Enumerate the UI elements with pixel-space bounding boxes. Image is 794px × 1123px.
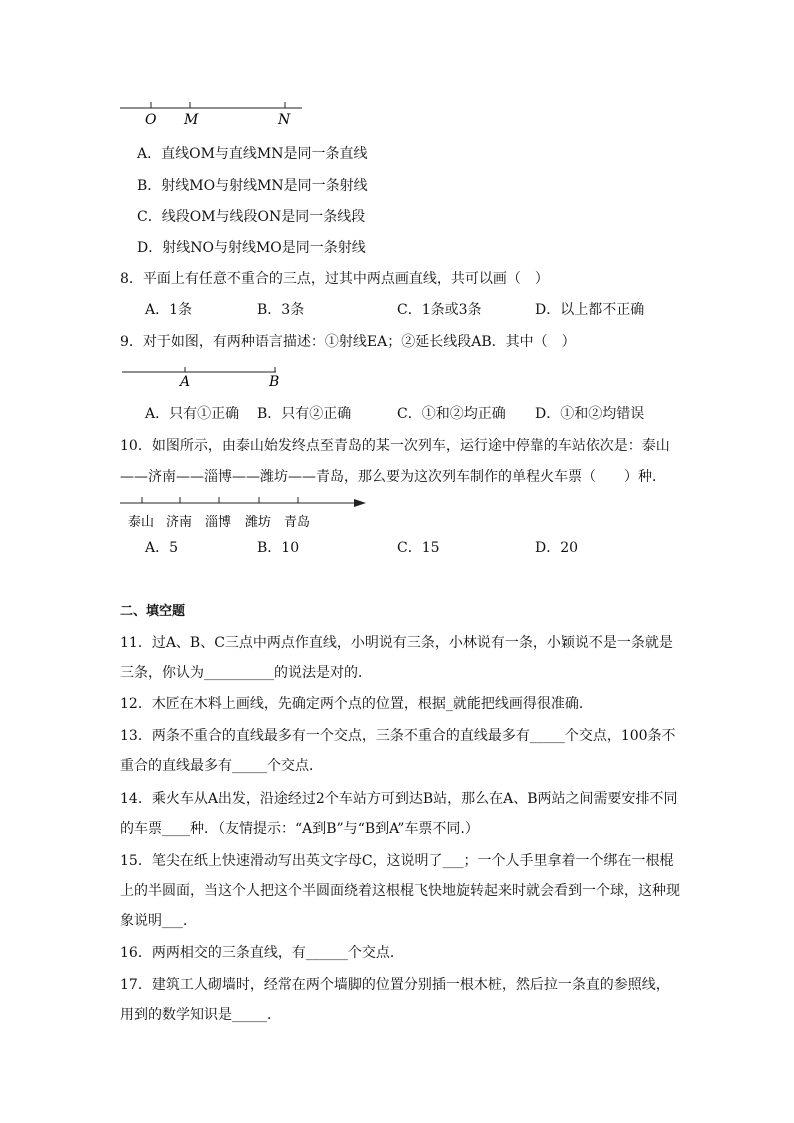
section-title: 二、填空题	[120, 604, 186, 619]
q15-text: 15．笔尖在纸上快速滑动写出英文字母C，这说明了___；一个人手里拿着一个绑在一根棍上的半圆面，当这个人把这个半圆面绕着这根棍飞快地旋转起来时就会看到一个球，这种现象说明___．	[120, 853, 680, 929]
q14-text: 14．乘火车从A出发，沿途经过2个车站方可到达B站，那么在A、B两站之间需要安排不同的车票____种．（友情提示：“A到B”与“B到A”车票不同.）	[120, 791, 678, 837]
q10-stem-line1: 10．如图所示，由泰山始发终点至青岛的某一次列车，运行途中停靠的车站依次是：泰山	[120, 438, 670, 454]
q8-option-d: D．以上都不正确	[535, 302, 645, 318]
q7-option-a: A．直线OM与直线MN是同一条直线	[137, 146, 368, 162]
q9-stem: 9．对于如图，有两种语言描述：①射线EA；②延长线段AB．其中（ ）	[120, 334, 576, 350]
q13-text: 13．两条不重合的直线最多有一个交点，三条不重合的直线最多有_____个交点，100条不重合的直线最多有_____个交点．	[120, 728, 676, 774]
q10-option-b: B．10	[257, 540, 300, 556]
station-label: 淄博	[205, 515, 232, 530]
route-arrowhead	[354, 499, 366, 507]
q8-stem: 8．平面上有任意不重合的三点，过其中两点画直线，共可以画（ ）	[120, 271, 549, 287]
q10-option-c: C．15	[397, 540, 440, 556]
station-label: 潍坊	[245, 515, 272, 530]
q8-option-c: C．1条或3条	[397, 302, 482, 318]
q16-text: 16．两两相交的三条直线，有______个交点．	[120, 945, 404, 961]
label-m: M	[184, 112, 199, 128]
q7-option-d: D．射线NO与射线MO是同一条射线	[137, 240, 366, 256]
q10-stem-line2: ——济南——淄博——潍坊——青岛，那么要为这次列车制作的单程火车票（ ）种．	[120, 469, 666, 485]
label-a: A	[180, 374, 191, 390]
figure-train-route	[118, 494, 370, 534]
q9-option-c: C．①和②均正确	[397, 406, 506, 422]
q7-option-c: C．线段OM与线段ON是同一条线段	[137, 209, 366, 225]
q10-option-d: D．20	[535, 540, 579, 556]
q9-option-b: B．只有②正确	[257, 406, 352, 422]
q17-text: 17．建筑工人砌墙时，经常在两个墙脚的位置分别插一根木桩，然后拉一条直的参照线，用到的数学知识是_____．	[120, 977, 670, 1023]
station-label: 青岛	[284, 515, 311, 530]
q12-text: 12．木匠在木料上画线，先确定两个点的位置，根据_就能把线画得很准确．	[120, 696, 593, 712]
label-n: N	[278, 112, 291, 128]
station-label: 济南	[166, 515, 193, 530]
label-b: B	[269, 374, 280, 390]
q7-option-b: B．射线MO与射线MN是同一条射线	[137, 178, 368, 194]
q10-option-a: A．5	[145, 540, 179, 556]
q8-option-a: A．1条	[145, 302, 193, 318]
q9-option-d: D．①和②均错误	[535, 406, 645, 422]
station-label: 泰山	[128, 515, 155, 530]
figure-line-omn	[118, 98, 308, 130]
q9-option-a: A．只有①正确	[145, 406, 240, 422]
q8-option-b: B．3条	[257, 302, 305, 318]
label-o: O	[145, 112, 157, 128]
q11-text: 11．过A、B、C三点中两点作直线，小明说有三条，小林说有一条，小颖说不是一条就是三条，你认为__________的说法是对的．	[120, 635, 673, 681]
figure-segment-ab	[120, 364, 290, 390]
